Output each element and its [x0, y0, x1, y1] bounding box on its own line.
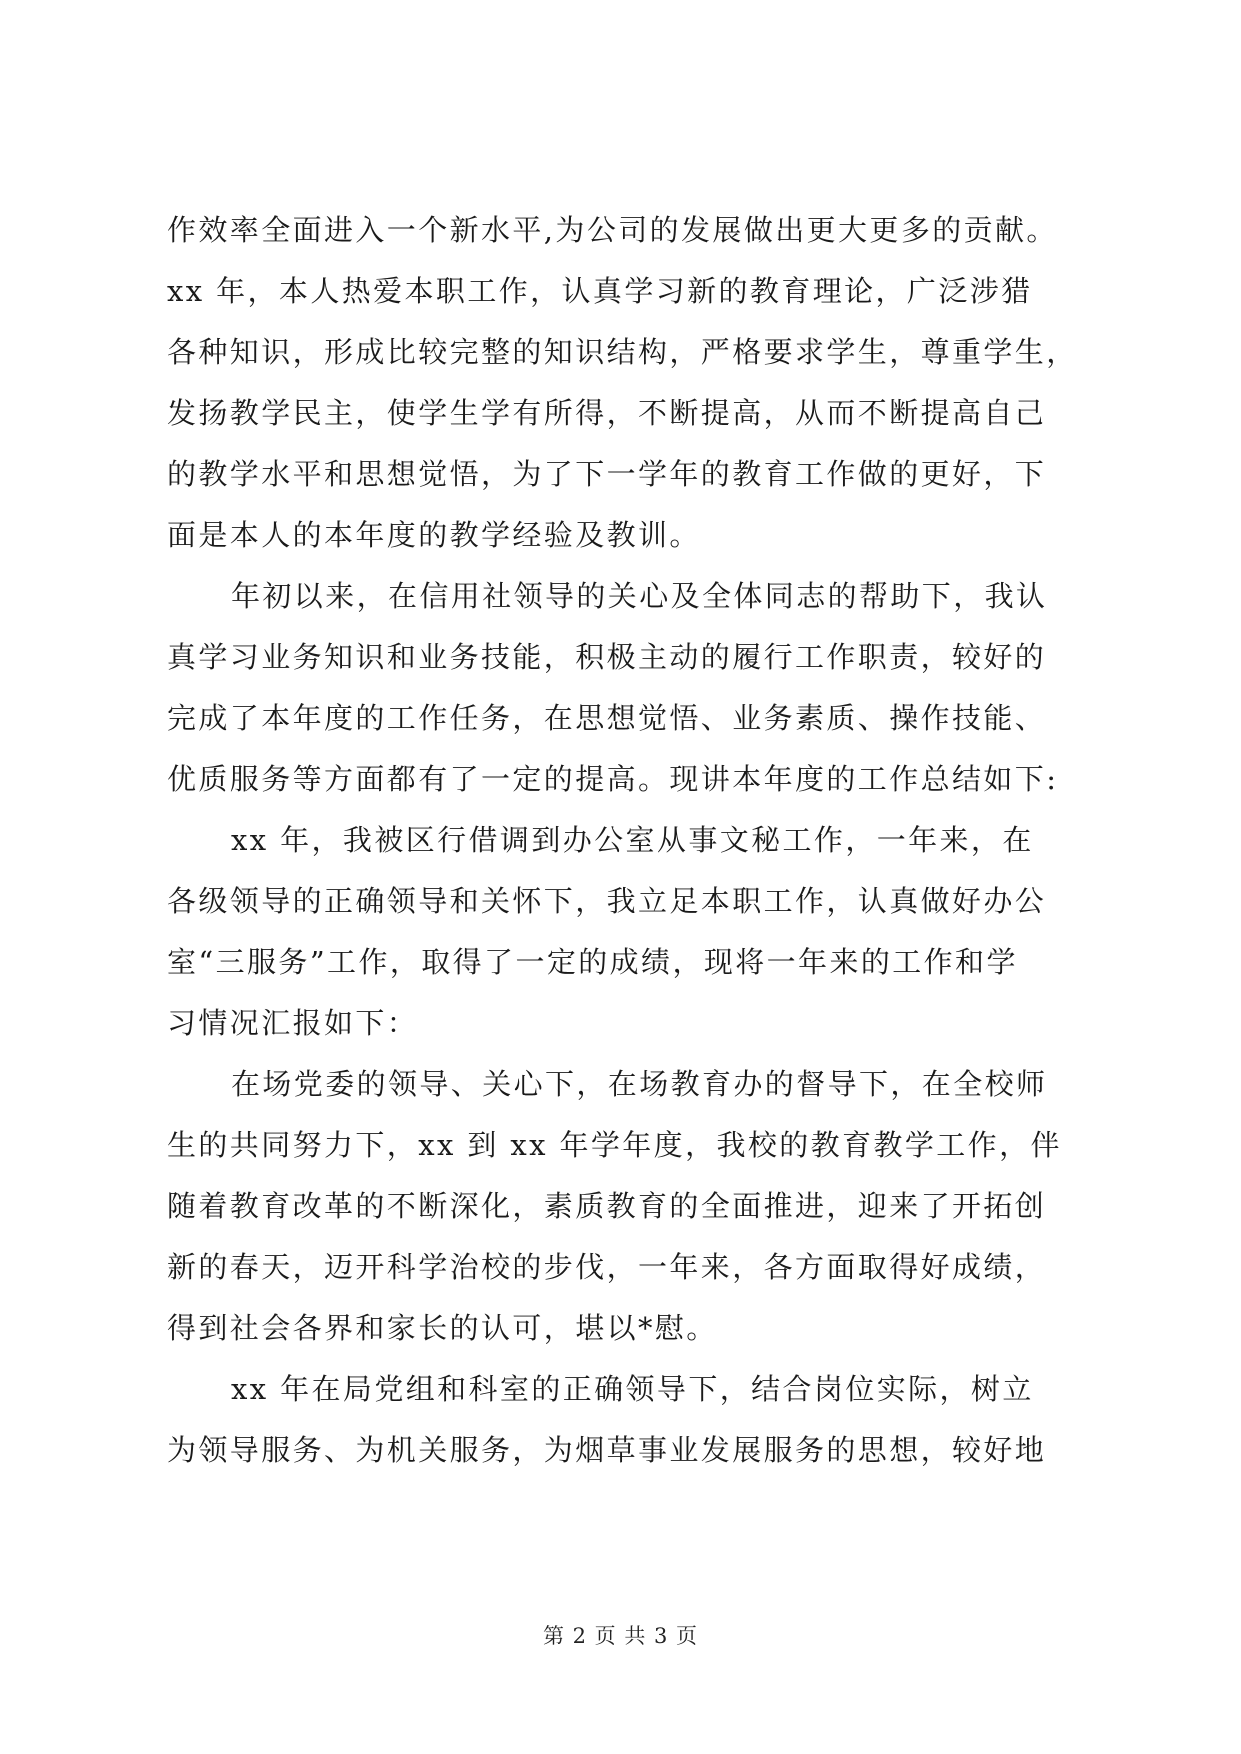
text-line: xx 年，我被区行借调到办公室从事文秘工作，一年来，在	[231, 823, 1034, 857]
text-line: 习情况汇报如下：	[167, 1006, 419, 1040]
text-line: 面是本人的本年度的教学经验及教训。	[167, 518, 701, 552]
paragraph-1	[167, 200, 1077, 566]
text-line: 完成了本年度的工作任务，在思想觉悟、业务素质、操作技能、	[167, 701, 1047, 735]
text-line: 随着教育改革的不断深化，素质教育的全面推进，迎来了开拓创	[167, 1189, 1047, 1223]
text-line: 各种知识，形成比较完整的知识结构，严格要求学生，尊重学生，	[167, 335, 1078, 369]
paragraph-2	[167, 566, 1077, 810]
text-line: 优质服务等方面都有了一定的提高。现讲本年度的工作总结如下:	[167, 762, 1059, 796]
text-line: 室“三服务”工作，取得了一定的成绩，现将一年来的工作和学	[167, 945, 1018, 979]
document-body	[167, 200, 1077, 1481]
text-line: xx 年在局党组和科室的正确领导下，结合岗位实际，树立	[231, 1372, 1034, 1406]
paragraph-3	[167, 810, 1077, 1054]
text-line: 真学习业务知识和业务技能，积极主动的履行工作职责，较好的	[167, 640, 1047, 674]
text-line: 作效率全面进入一个新水平,为公司的发展做出更大更多的贡献。	[167, 213, 1058, 247]
text-line: 发扬教学民主，使学生学有所得，不断提高，从而不断提高自己	[167, 396, 1047, 430]
text-line: 新的春天，迈开科学治校的步伐，一年来，各方面取得好成绩，	[167, 1250, 1047, 1284]
page-number-footer: 第 2 页 共 3 页	[542, 1624, 699, 1648]
paragraph-5	[167, 1359, 1077, 1481]
text-line: 的教学水平和思想觉悟，为了下一学年的教育工作做的更好，下	[167, 457, 1047, 491]
paragraph-4	[167, 1054, 1077, 1359]
text-line: 年初以来，在信用社领导的关心及全体同志的帮助下，我认	[231, 579, 1048, 613]
text-line: 为领导服务、为机关服务，为烟草事业发展服务的思想，较好地	[167, 1433, 1047, 1467]
text-line: xx 年，本人热爱本职工作，认真学习新的教育理论，广泛涉猎	[167, 274, 1033, 308]
text-line: 得到社会各界和家长的认可，堪以*慰。	[167, 1311, 718, 1345]
text-line: 生的共同努力下，xx 到 xx 年学年度，我校的教育教学工作，伴	[167, 1128, 1062, 1162]
text-line: 各级领导的正确领导和关怀下，我立足本职工作，认真做好办公	[167, 884, 1047, 918]
text-line: 在场党委的领导、关心下，在场教育办的督导下，在全校师	[231, 1067, 1048, 1101]
